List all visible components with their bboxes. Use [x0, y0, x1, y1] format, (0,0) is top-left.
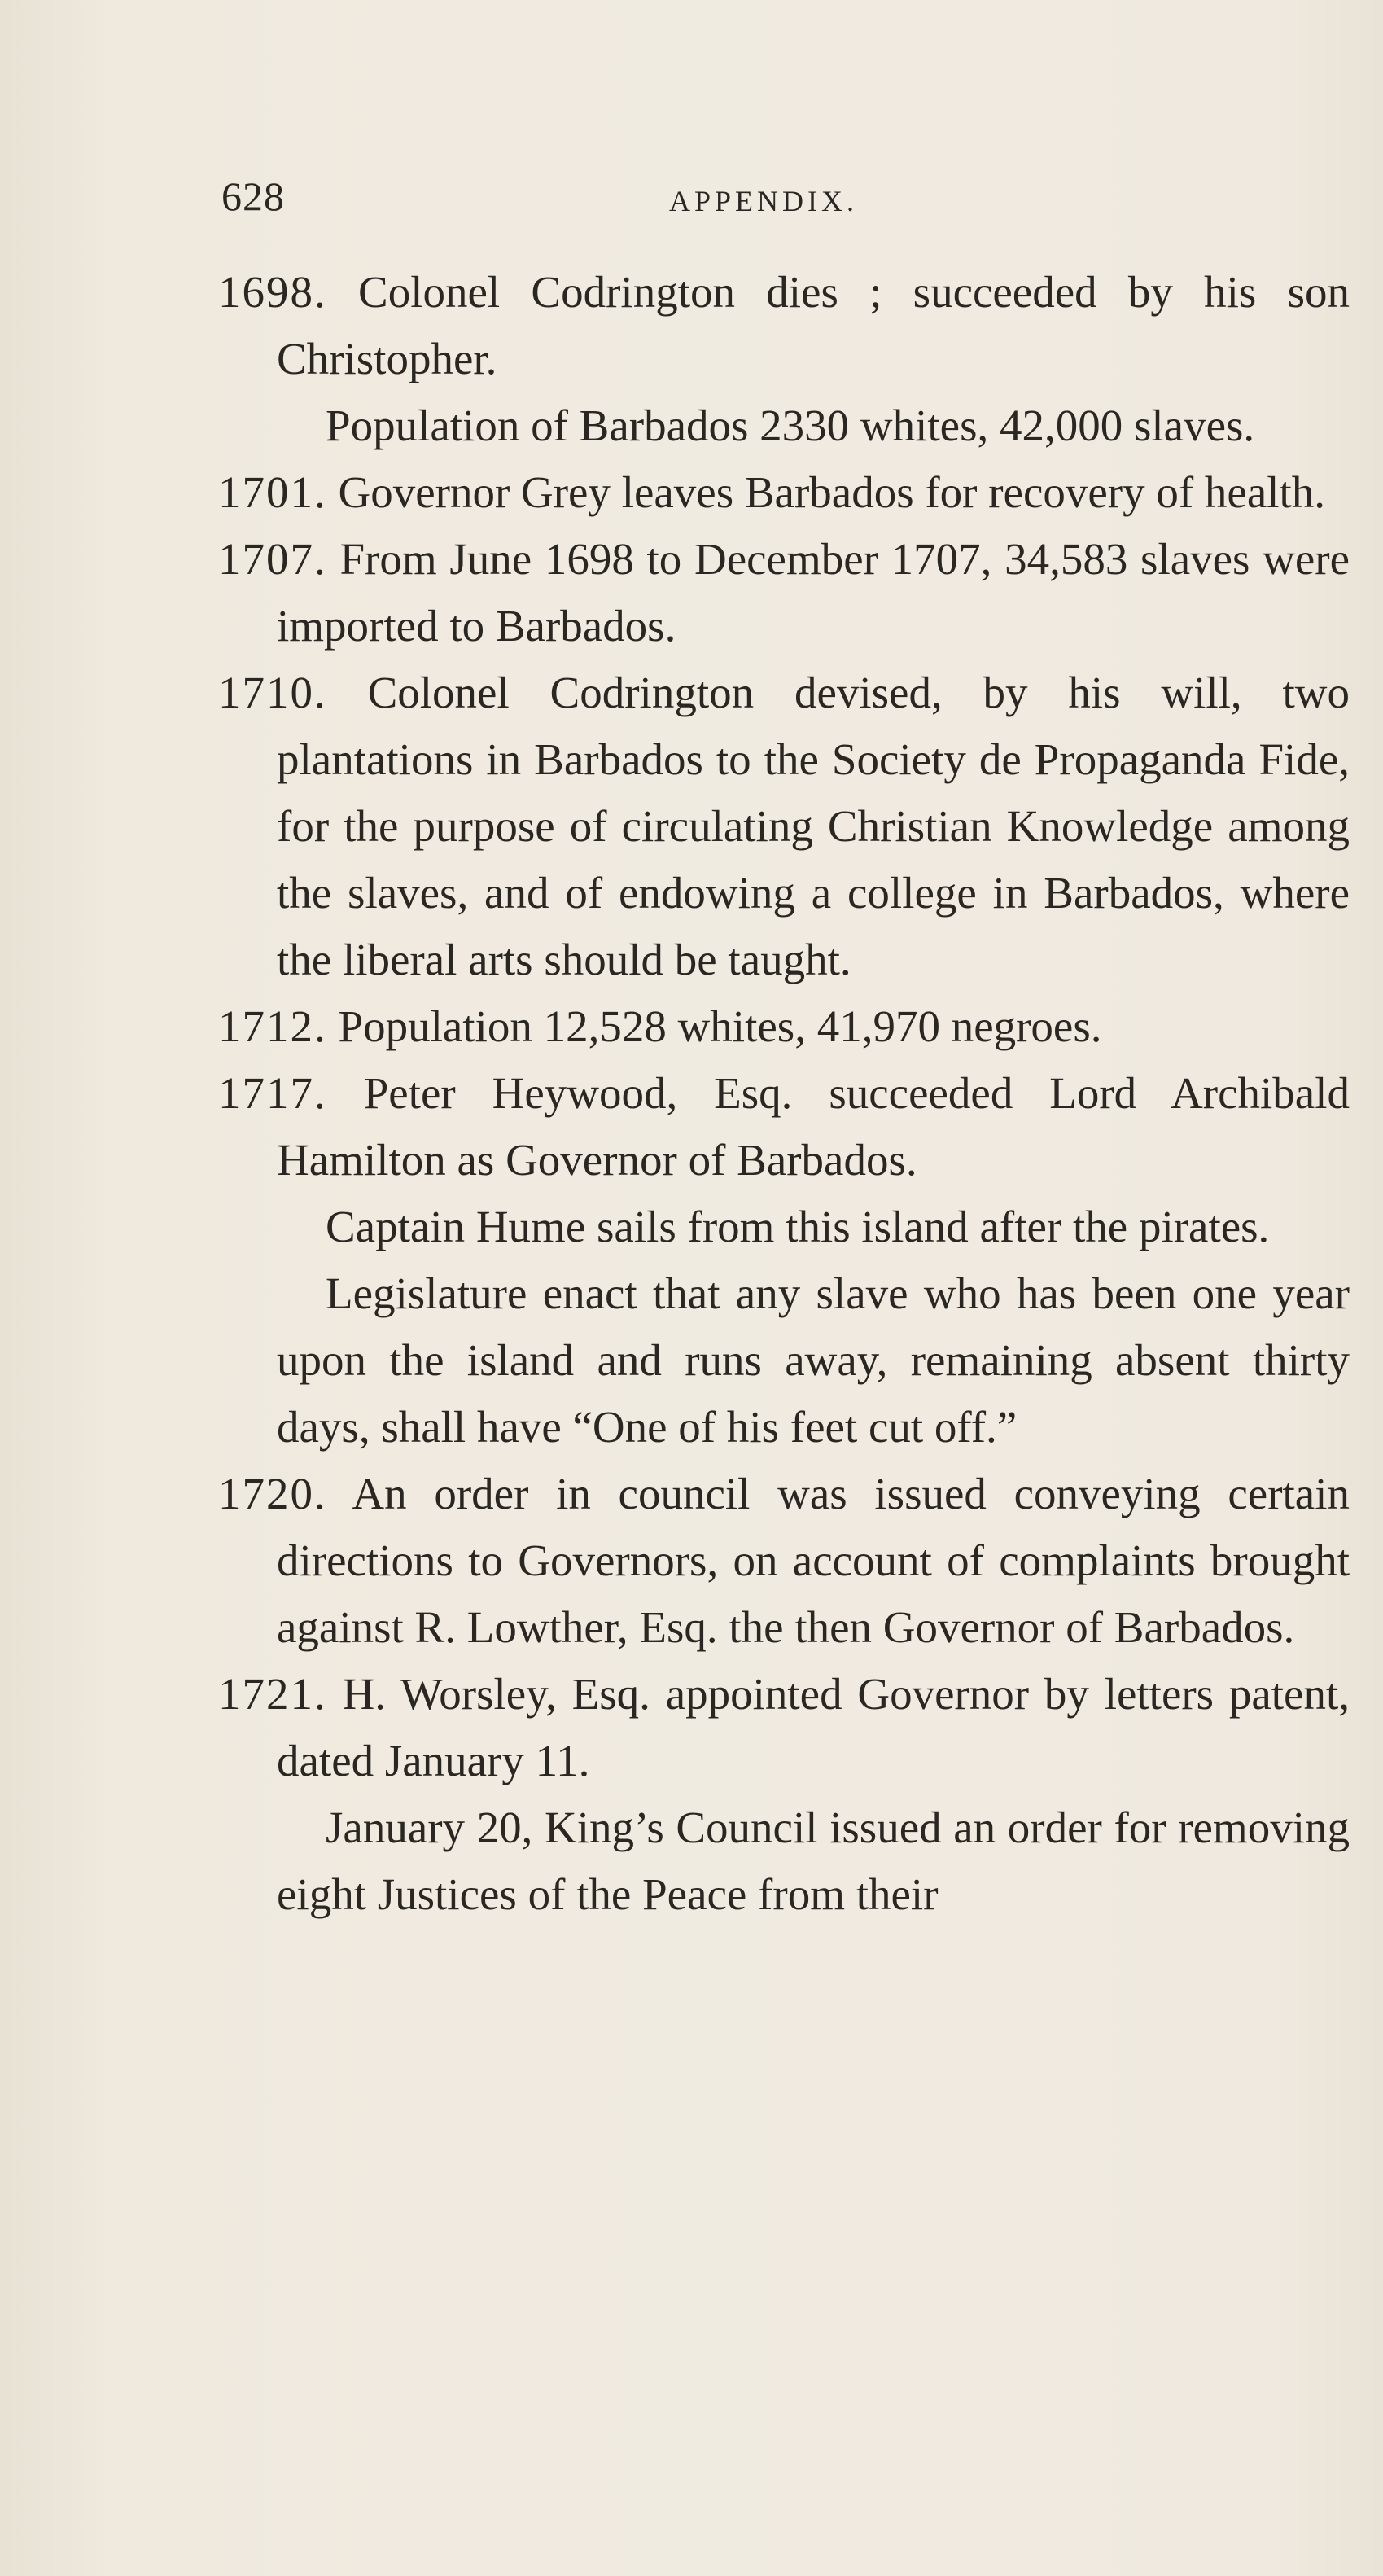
- entry-text: January 20, King’s Council issued an order for removing eight Justices of the Peace from their: [277, 1803, 1350, 1919]
- chronology-entry: [218, 1661, 1350, 1794]
- entry-year: 1701.: [218, 467, 327, 517]
- entry-year: 1717.: [218, 1068, 327, 1118]
- chronology-entry: [218, 459, 1350, 526]
- entry-year: 1698.: [218, 267, 327, 317]
- entry-text: Population 12,528 whites, 41,970 negroes.: [338, 1001, 1102, 1051]
- chronology-entry: [218, 259, 1350, 392]
- entry-text: Peter Heywood, Esq. succeeded Lord Archibald Hamilton as Governor of Barbados.: [277, 1068, 1350, 1185]
- entry-year: 1712.: [218, 1001, 327, 1051]
- entry-text: Governor Grey leaves Barbados for recovery of health.: [338, 467, 1326, 517]
- entry-year: 1710.: [218, 668, 327, 717]
- entry-text: Colonel Codrington dies ; succeeded by his son Christopher.: [277, 267, 1350, 383]
- running-head: APPENDIX.: [669, 185, 859, 217]
- entry-text: Legislature enact that any slave who has been one year upon the island and runs away, remaining absent thirty days, shall have “One of his feet cut off.”: [277, 1268, 1350, 1452]
- chronology-entry: [218, 526, 1350, 659]
- entry-text: An order in council was issued conveying certain directions to Governors, on account of complaints brought against R. Lowther, Esq. the then Governor of Barbados.: [277, 1469, 1350, 1652]
- entry-year: 1721.: [218, 1669, 327, 1719]
- entry-year: 1707.: [218, 534, 327, 584]
- entry-text: From June 1698 to December 1707, 34,583 slaves were imported to Barbados.: [277, 534, 1350, 651]
- page-header: [221, 173, 1361, 230]
- chronology-paragraph: [218, 1194, 1350, 1260]
- chronology-entry: [218, 1461, 1350, 1661]
- chronology-entry: [218, 659, 1350, 993]
- chronology-paragraph: [218, 392, 1350, 459]
- chronology-entry: [218, 1060, 1350, 1194]
- entry-text: H. Worsley, Esq. appointed Governor by letters patent, dated January 11.: [277, 1669, 1350, 1785]
- chronology-paragraph: [218, 1260, 1350, 1461]
- entry-text: Colonel Codrington devised, by his will, two plantations in Barbados to the Society de Propaganda Fide, for the purpose of circulating Christian Knowledge among the slaves, and of endowing a college in Barbados, where the liberal arts should be taught.: [277, 668, 1350, 984]
- chronology-entry: [218, 993, 1350, 1060]
- entry-text: Captain Hume sails from this island after the pirates.: [326, 1202, 1270, 1251]
- entry-text: Population of Barbados 2330 whites, 42,000 slaves.: [326, 401, 1255, 450]
- entry-year: 1720.: [218, 1469, 327, 1518]
- appendix-text: [218, 259, 1350, 1928]
- chronology-paragraph: [218, 1794, 1350, 1928]
- page-number: 628: [221, 173, 285, 219]
